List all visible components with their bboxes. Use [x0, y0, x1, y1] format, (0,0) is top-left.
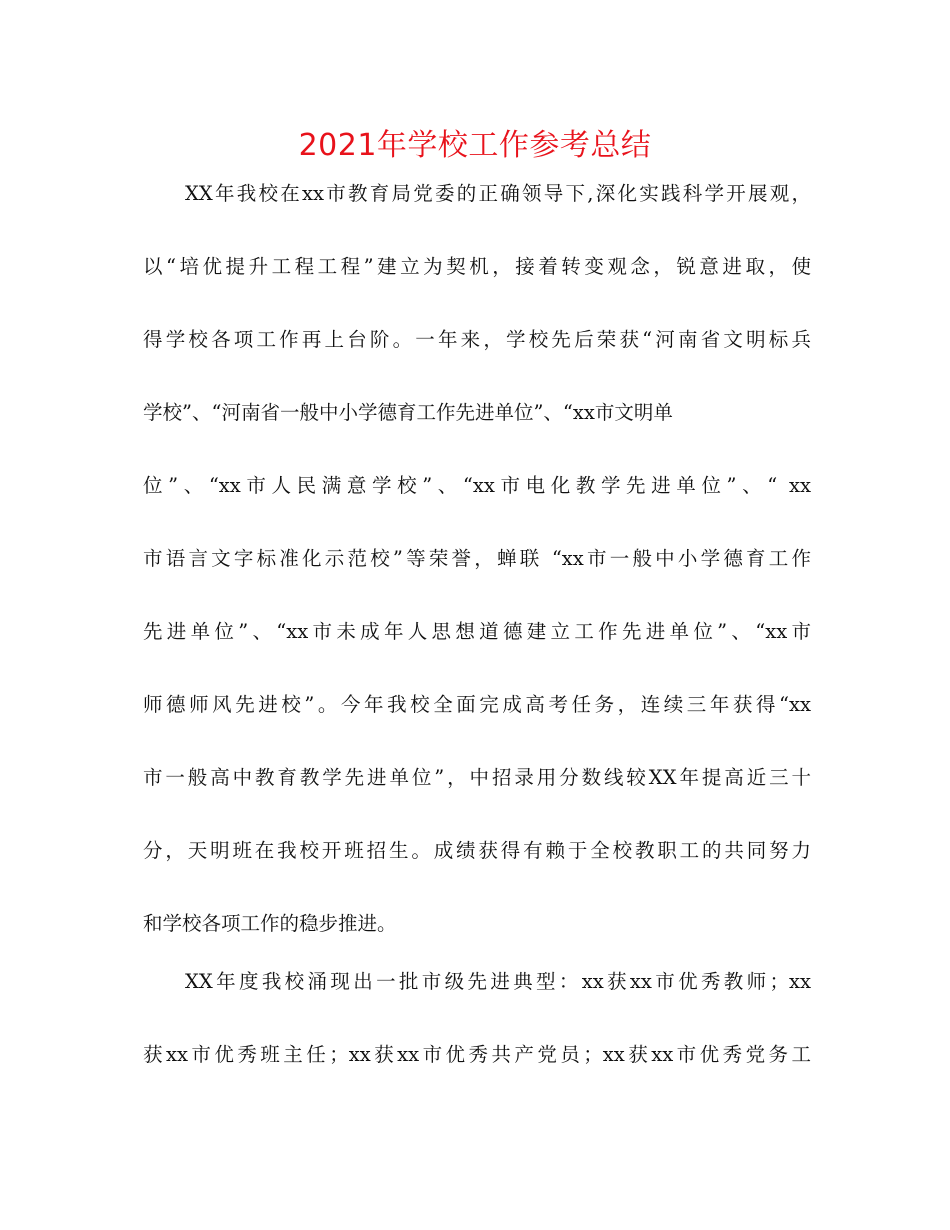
paragraph-line: 先进单位”、“xx市未成年人思想道德建立工作先进单位”、“xx市	[143, 620, 811, 643]
paragraph-line: 位”、“xx市人民满意学校”、“xx市电化教学先进单位”、“ xx	[143, 474, 811, 497]
paragraph-line: XX年度我校涌现出一批市级先进典型：xx获xx市优秀教师；xx	[185, 970, 811, 993]
paragraph-line: 学校”、“河南省一般中小学德育工作先进单位”、“xx市文明单	[143, 401, 673, 424]
paragraph-line: 师德师风先进校”。今年我校全面完成高考任务，连续三年获得“xx	[143, 693, 811, 716]
paragraph-line: 分，天明班在我校开班招生。成绩获得有赖于全校教职工的共同努力	[143, 839, 811, 862]
document-title: 2021年学校工作参考总结	[298, 128, 652, 163]
paragraph-line: 和学校各项工作的稳步推进。	[143, 912, 397, 935]
paragraph-line: 获xx市优秀班主任；xx获xx市优秀共产党员；xx获xx市优秀党务工	[143, 1043, 811, 1066]
paragraph-line: 以“培优提升工程工程”建立为契机，接着转变观念，锐意进取，使	[143, 255, 811, 278]
paragraph-line: 市语言文字标准化示范校”等荣誉，蝉联 “xx市一般中小学德育工作	[143, 547, 811, 570]
paragraph-line: XX年我校在xx市教育局党委的正确领导下,深化实践科学开展观，	[185, 182, 811, 205]
paragraph-line: 市一般高中教育教学先进单位”，中招录用分数线较XX年提高近三十	[143, 766, 811, 789]
paragraph-line: 得学校各项工作再上台阶。一年来，学校先后荣获“河南省文明标兵	[143, 328, 811, 351]
